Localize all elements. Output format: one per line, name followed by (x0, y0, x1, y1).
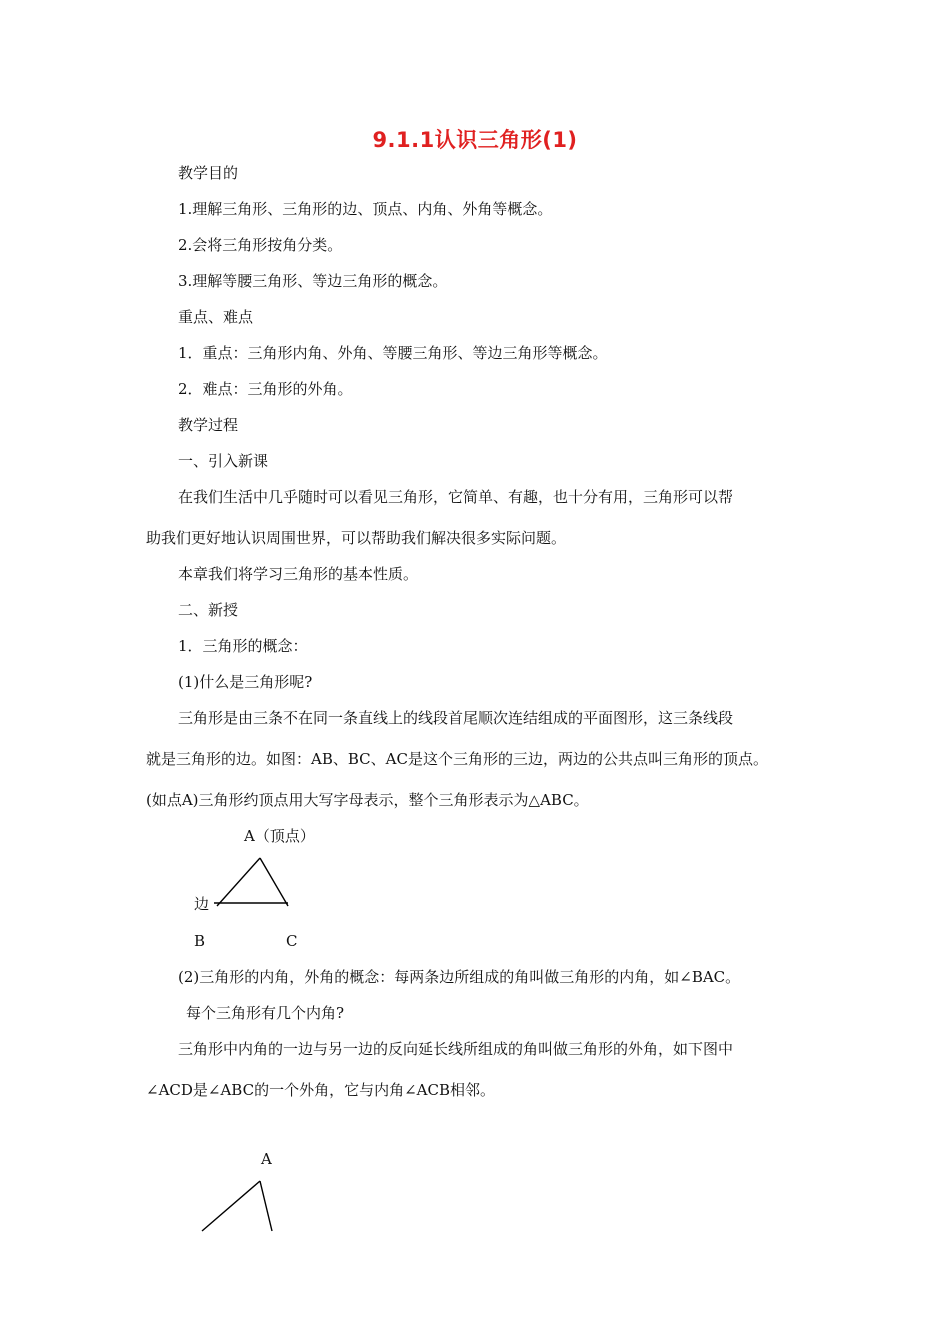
goal-item-1: 1.理解三角形、三角形的边、顶点、内角、外角等概念。 (178, 200, 553, 218)
question-interior-angles: 每个三角形有几个内角? (186, 1004, 345, 1022)
interior-angle-paragraph: (2)三角形的内角，外角的概念：每两条边所组成的角叫做三角形的内角，如∠BAC。 (178, 968, 741, 986)
heading-teaching-goals: 教学目的 (178, 164, 239, 182)
triangle-side-ab (217, 858, 260, 906)
definition-line2: 就是三角形的边。如图：AB、BC、AC是这个三角形的三边，两边的公共点叫三角形的顶点。 (146, 750, 768, 768)
figure2-side-ac (260, 1181, 272, 1231)
definition-line1: 三角形是由三条不在同一条直线上的线段首尾顺次连结组成的平面图形，这三条线段 (178, 709, 734, 727)
question-what-is-triangle: (1)什么是三角形呢? (178, 673, 313, 691)
figure1-triangle (214, 858, 288, 906)
goal-item-3: 3.理解等腰三角形、等边三角形的概念。 (178, 272, 448, 290)
section-new-lesson: 二、新授 (178, 601, 239, 619)
figure1-label-b: B (194, 932, 206, 950)
paragraph-chapter: 本章我们将学习三角形的基本性质。 (178, 565, 419, 583)
heading-key-points: 重点、难点 (178, 308, 254, 326)
goal-item-2: 2.会将三角形按角分类。 (178, 236, 343, 254)
exterior-angle-line2: ∠ACD是∠ABC的一个外角，它与内角∠ACB相邻。 (146, 1081, 495, 1099)
figure1-label-side: 边 (194, 895, 210, 913)
section-intro: 一、引入新课 (178, 452, 269, 470)
figure2-side-ab (202, 1181, 260, 1231)
exterior-angle-line1: 三角形中内角的一边与另一边的反向延长线所组成的角叫做三角形的外角，如下图中 (178, 1040, 734, 1058)
triangle-side-ac (260, 858, 288, 906)
concept-heading: 1．三角形的概念： (178, 637, 308, 655)
figure2-label-a: A (261, 1150, 272, 1168)
paragraph-intro-line1: 在我们生活中几乎随时可以看见三角形，它简单、有趣，也十分有用，三角形可以帮 (178, 488, 734, 506)
figure1-label-vertex-a: A（顶点） (244, 827, 315, 845)
page-title: 9.1.1认识三角形(1) (372, 128, 578, 152)
definition-line3: (如点A)三角形约顶点用大写字母表示，整个三角形表示为△ABC。 (146, 791, 589, 809)
heading-teaching-process: 教学过程 (178, 416, 239, 434)
key-point-2: 2．难点：三角形的外角。 (178, 380, 353, 398)
figure2-partial-triangle (202, 1181, 272, 1231)
paragraph-intro-line2: 助我们更好地认识周围世界，可以帮助我们解决很多实际问题。 (146, 529, 567, 547)
figure1-label-c: C (286, 932, 298, 950)
key-point-1: 1．重点：三角形内角、外角、等腰三角形、等边三角形等概念。 (178, 344, 608, 362)
